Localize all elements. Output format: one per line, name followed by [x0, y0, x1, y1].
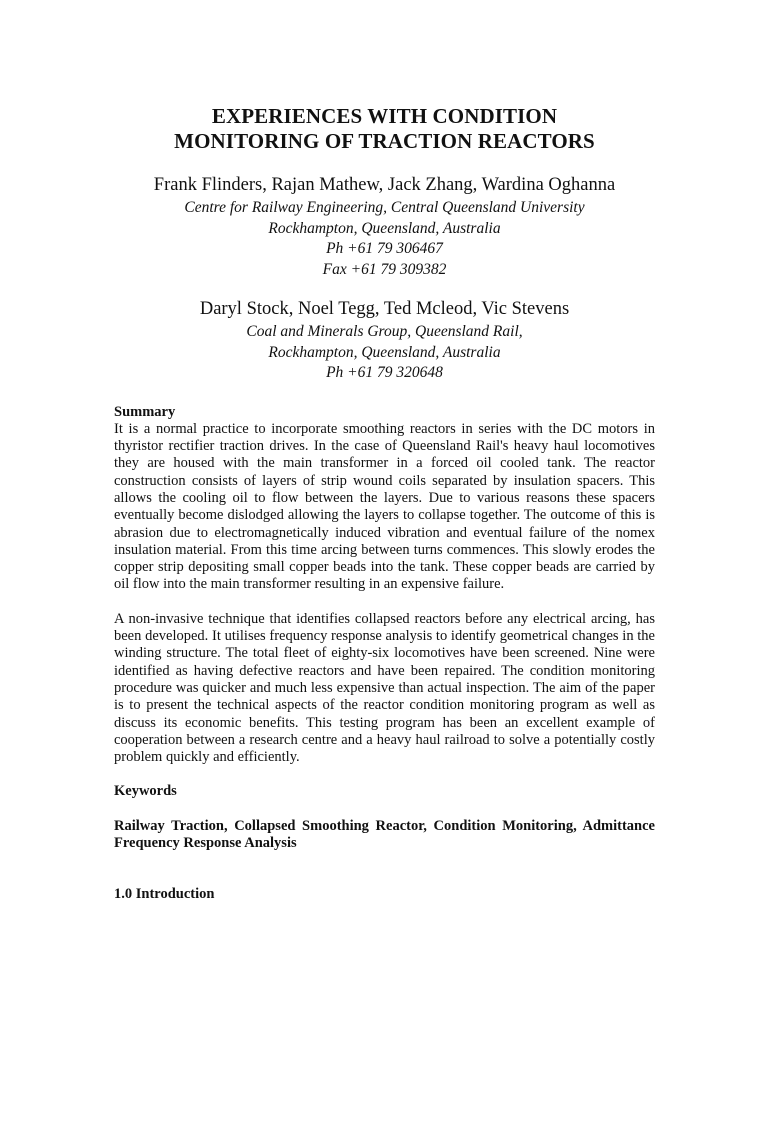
affiliation-2-location: Rockhampton, Queensland, Australia [268, 343, 501, 361]
summary-paragraph-1: It is a normal practice to incorporate smoothing reactors in series with the DC motors in thyristor rectifier traction drives. In the case of Queensland Rail's heavy haul locomotives they are housed with the main transformer in a forced oil cooled tank. The reactor construction consists of layers of strip wound coils separated by insulation spacers. This allows the cooling oil to flow between the layers. Due to various reasons these spacers eventually become dislodged allowing the layers to collapse together. The outcome of this is abrasion due to electromagnetically induced vibration and eventual failure of the nomex insulation material. From this time arcing between turns commences. This slowly erodes the copper strip depositing small copper beads into the tank. These copper beads are carried by oil flow into the main transformer resulting in an expensive failure. [114, 420, 655, 593]
paper-title [114, 104, 655, 154]
author-list-1: Frank Flinders, Rajan Mathew, Jack Zhang, Wardina Oghanna [153, 175, 616, 195]
summary-heading: Summary [114, 403, 176, 420]
affiliation-1-fax: Fax +61 79 309382 [322, 260, 447, 278]
affiliation-1-phone: Ph +61 79 306467 [326, 240, 443, 257]
affiliation-2 [114, 322, 655, 384]
affiliation-1-location: Rockhampton, Queensland, Australia [268, 219, 501, 237]
paper-title-line-1: EXPERIENCES WITH CONDITION [211, 104, 558, 128]
introduction-heading: 1.0 Introduction [114, 886, 215, 903]
affiliation-2-phone: Ph +61 79 320648 [326, 364, 443, 381]
keywords-list: Railway Traction, Collapsed Smoothing Reactor, Condition Monitoring, Admittance Frequency Response Analysis [114, 817, 655, 852]
affiliation-1-institution: Centre for Railway Engineering, Central Queensland University [184, 199, 585, 216]
paper-title-line-2: MONITORING OF TRACTION REACTORS [174, 129, 595, 153]
keywords-heading: Keywords [114, 783, 177, 800]
paper-page [0, 104, 768, 1128]
author-list-2: Daryl Stock, Noel Tegg, Ted Mcleod, Vic Stevens [199, 299, 570, 319]
summary-paragraph-2: A non-invasive technique that identifies collapsed reactors before any electrical arcing, has been developed. It utilises frequency response analysis to identify geometrical changes in the winding structure. The total fleet of eighty-six locomotives have been screened. Nine were identified as having defective reactors and have been repaired. The condition monitoring procedure was quicker and much less expensive than actual inspection. The aim of the paper is to present the technical aspects of the reactor condition monitoring program as well as discuss its economic benefits. This testing program has been an excellent example of cooperation between a research centre and a heavy haul railroad to solve a potentially costly problem quickly and efficiently. [114, 610, 655, 766]
affiliation-2-institution: Coal and Minerals Group, Queensland Rail, [246, 323, 523, 340]
affiliation-1 [114, 198, 655, 280]
